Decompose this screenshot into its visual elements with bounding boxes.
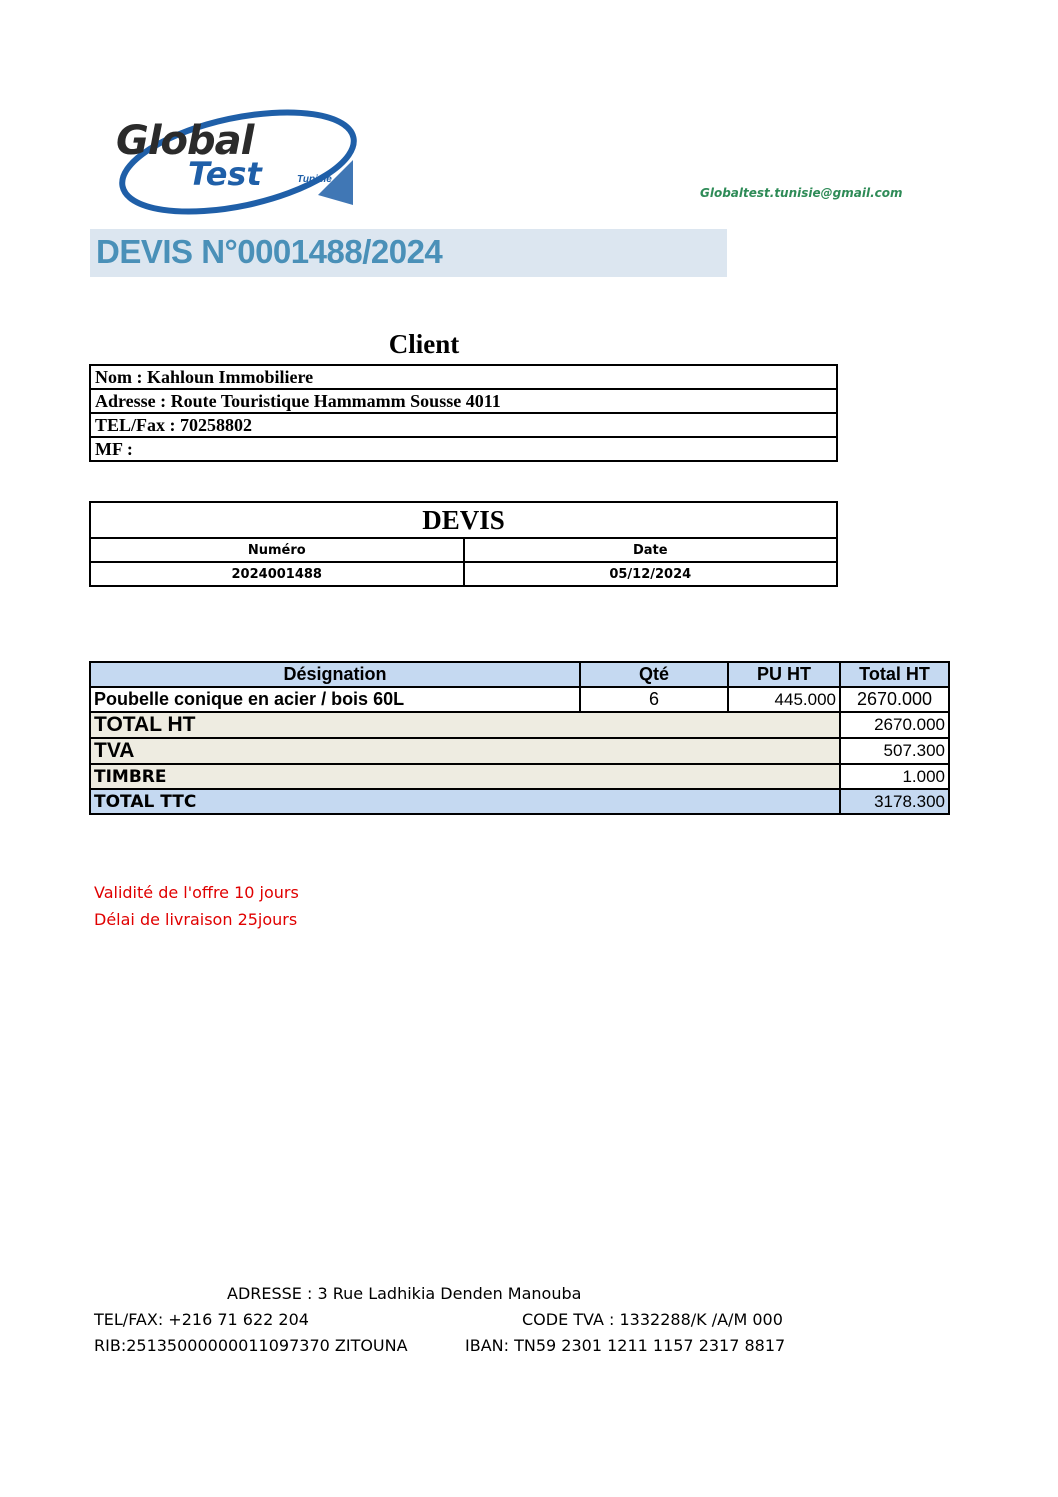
- items-header-row: [90, 662, 949, 687]
- timbre-row: [90, 764, 949, 789]
- footer-iban: IBAN: TN59 2301 1211 1157 2317 8817: [465, 1336, 786, 1355]
- client-heading: Client: [388, 329, 460, 359]
- total-ttc-row: [90, 789, 949, 814]
- footer-rib: RIB:25135000000011097370 ZITOUNA: [94, 1336, 408, 1355]
- client-address: Adresse : Route Touristique Hammamm Sousse 4011: [90, 389, 837, 413]
- items-table: [89, 661, 950, 815]
- company-email[interactable]: Globaltest.tunisie@gmail.com: [700, 186, 903, 200]
- client-row-name: [90, 365, 837, 389]
- col-pu-ht: PU HT: [728, 662, 840, 687]
- client-row-address: [90, 389, 837, 413]
- tva-label: TVA: [90, 738, 840, 764]
- table-row: [90, 687, 949, 712]
- logo-text-test: Test: [188, 155, 262, 193]
- footer-address: ADRESSE : 3 Rue Ladhikia Denden Manouba: [227, 1284, 582, 1303]
- timbre-label: TIMBRE: [90, 764, 840, 789]
- col-qte: Qté: [580, 662, 728, 687]
- tva-value: 507.300: [840, 738, 949, 764]
- logo-text-global: Global: [116, 118, 254, 164]
- date-value: 05/12/2024: [464, 562, 838, 586]
- item-designation: Poubelle conique en acier / bois 60L: [90, 687, 580, 712]
- date-label: Date: [464, 538, 838, 562]
- validity-note: Validité de l'offre 10 jours: [94, 883, 299, 902]
- client-tel: TEL/Fax : 70258802: [90, 413, 837, 437]
- numero-label: Numéro: [90, 538, 464, 562]
- client-info-table: [89, 364, 838, 462]
- footer-tel: TEL/FAX: +216 71 622 204: [94, 1310, 309, 1329]
- devis-heading: DEVIS: [90, 502, 837, 538]
- total-ttc-value: 3178.300: [840, 789, 949, 814]
- numero-value: 2024001488: [90, 562, 464, 586]
- total-ht-label: TOTAL HT: [90, 712, 840, 738]
- document-title: DEVIS N°0001488/2024: [96, 233, 443, 270]
- total-ttc-label: TOTAL TTC: [90, 789, 840, 814]
- total-ht-row: [90, 712, 949, 738]
- total-ht-value: 2670.000: [840, 712, 949, 738]
- col-total-ht: Total HT: [840, 662, 949, 687]
- client-row-tel: [90, 413, 837, 437]
- delivery-note: Délai de livraison 25jours: [94, 910, 298, 929]
- item-qte: 6: [580, 687, 728, 712]
- client-row-mf: [90, 437, 837, 461]
- logo-text-tunisie: Tunisie: [297, 174, 332, 185]
- item-total-ht: 2670.000: [840, 687, 949, 712]
- client-name: Nom : Kahloun Immobiliere: [90, 365, 837, 389]
- item-pu-ht: 445.000: [728, 687, 840, 712]
- tva-row: [90, 738, 949, 764]
- timbre-value: 1.000: [840, 764, 949, 789]
- col-designation: Désignation: [90, 662, 580, 687]
- footer-tva: CODE TVA : 1332288/K /A/M 000: [522, 1310, 783, 1329]
- devis-info-table: [89, 501, 838, 587]
- client-mf: MF :: [90, 437, 837, 461]
